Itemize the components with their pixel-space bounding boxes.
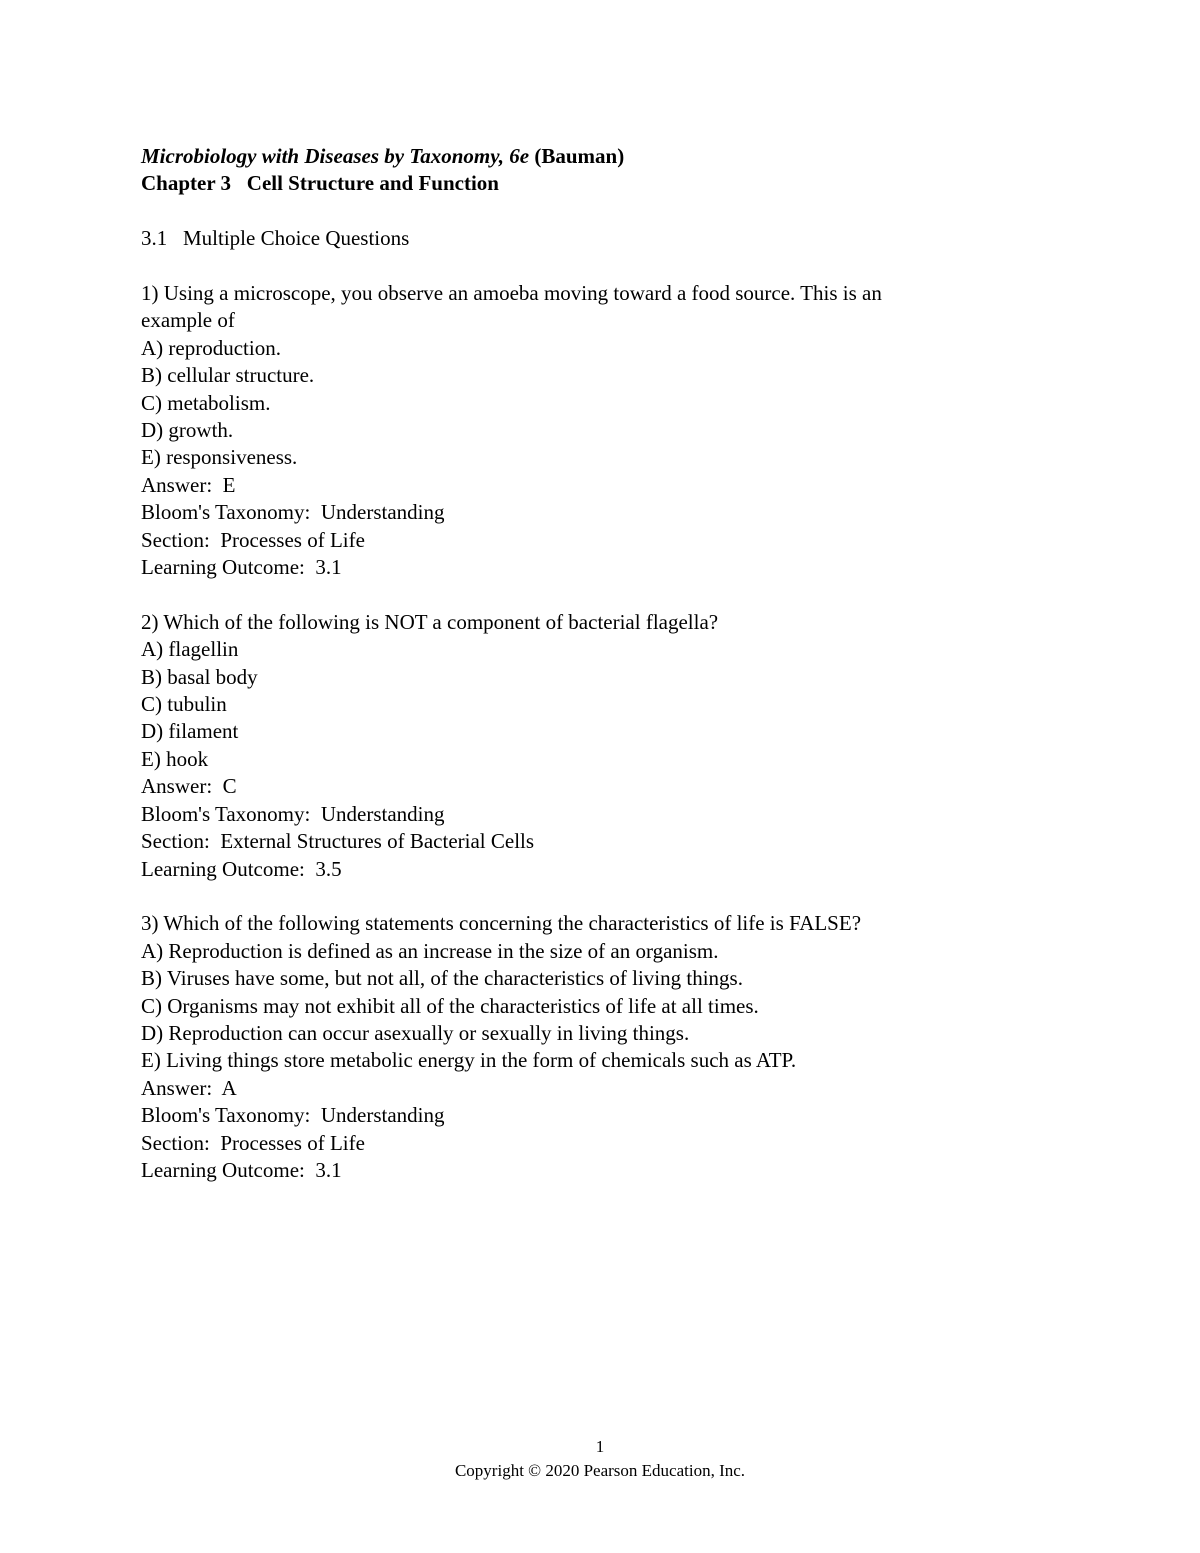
question-stem: 1) Using a microscope, you observe an amoeba moving toward a food source. This is an [141,281,882,305]
question-stem: 2) Which of the following is NOT a component of bacterial flagella? [141,609,719,634]
question-block [141,280,1061,581]
answer-option: E) responsiveness. [141,445,298,470]
learning-outcome: Learning Outcome: 3.5 [141,856,342,881]
answer-option: C) Organisms may not exhibit all of the characteristics of life at all times. [141,993,759,1018]
answer-option: A) reproduction. [141,335,281,360]
answer-option: B) basal body [141,664,258,689]
book-title-line [141,143,1061,170]
answer-option: E) Living things store metabolic energy in the form of chemicals such as ATP. [141,1048,797,1073]
answer-option: A) Reproduction is defined as an increase in the size of an organism. [141,938,719,963]
book-title: Microbiology with Diseases by Taxonomy, 6e [141,144,530,168]
answer-option: C) metabolism. [141,390,271,415]
answer-option: D) growth. [141,418,234,443]
learning-outcome: Learning Outcome: 3.1 [141,555,342,580]
page-number: 1 [595,1437,605,1456]
answer-key: Answer: E [141,472,236,497]
spacer [141,253,1061,280]
blooms-taxonomy: Bloom's Taxonomy: Understanding [141,1103,445,1128]
answer-option: C) tubulin [141,692,227,717]
question-section: Section: Processes of Life [141,527,365,552]
question-section: Section: Processes of Life [141,1130,365,1155]
chapter-title: Chapter 3 Cell Structure and Function [141,171,499,196]
answer-option: E) hook [141,746,209,771]
spacer [141,581,1061,608]
question-block [141,910,1061,1184]
blooms-taxonomy: Bloom's Taxonomy: Understanding [141,801,445,826]
blooms-taxonomy: Bloom's Taxonomy: Understanding [141,500,445,525]
copyright-notice: Copyright © 2020 Pearson Education, Inc. [454,1461,746,1480]
answer-option: D) filament [141,719,239,744]
book-author: (Bauman) [534,144,625,168]
spacer [141,883,1061,910]
learning-outcome: Learning Outcome: 3.1 [141,1157,342,1182]
question-stem: example of [141,308,235,333]
answer-option: B) Viruses have some, but not all, of the characteristics of living things. [141,966,743,991]
answer-option: B) cellular structure. [141,363,315,388]
page-content [141,143,1061,1184]
question-block [141,609,1061,883]
answer-key: Answer: A [141,1075,237,1100]
answer-option: A) flagellin [141,637,239,662]
spacer [141,198,1061,225]
section-heading: 3.1 Multiple Choice Questions [141,226,410,251]
question-section: Section: External Structures of Bacterial Cells [141,829,535,854]
answer-option: D) Reproduction can occur asexually or sexually in living things. [141,1020,690,1045]
question-stem: 3) Which of the following statements concerning the characteristics of life is FALSE? [141,911,862,936]
answer-key: Answer: C [141,774,237,799]
